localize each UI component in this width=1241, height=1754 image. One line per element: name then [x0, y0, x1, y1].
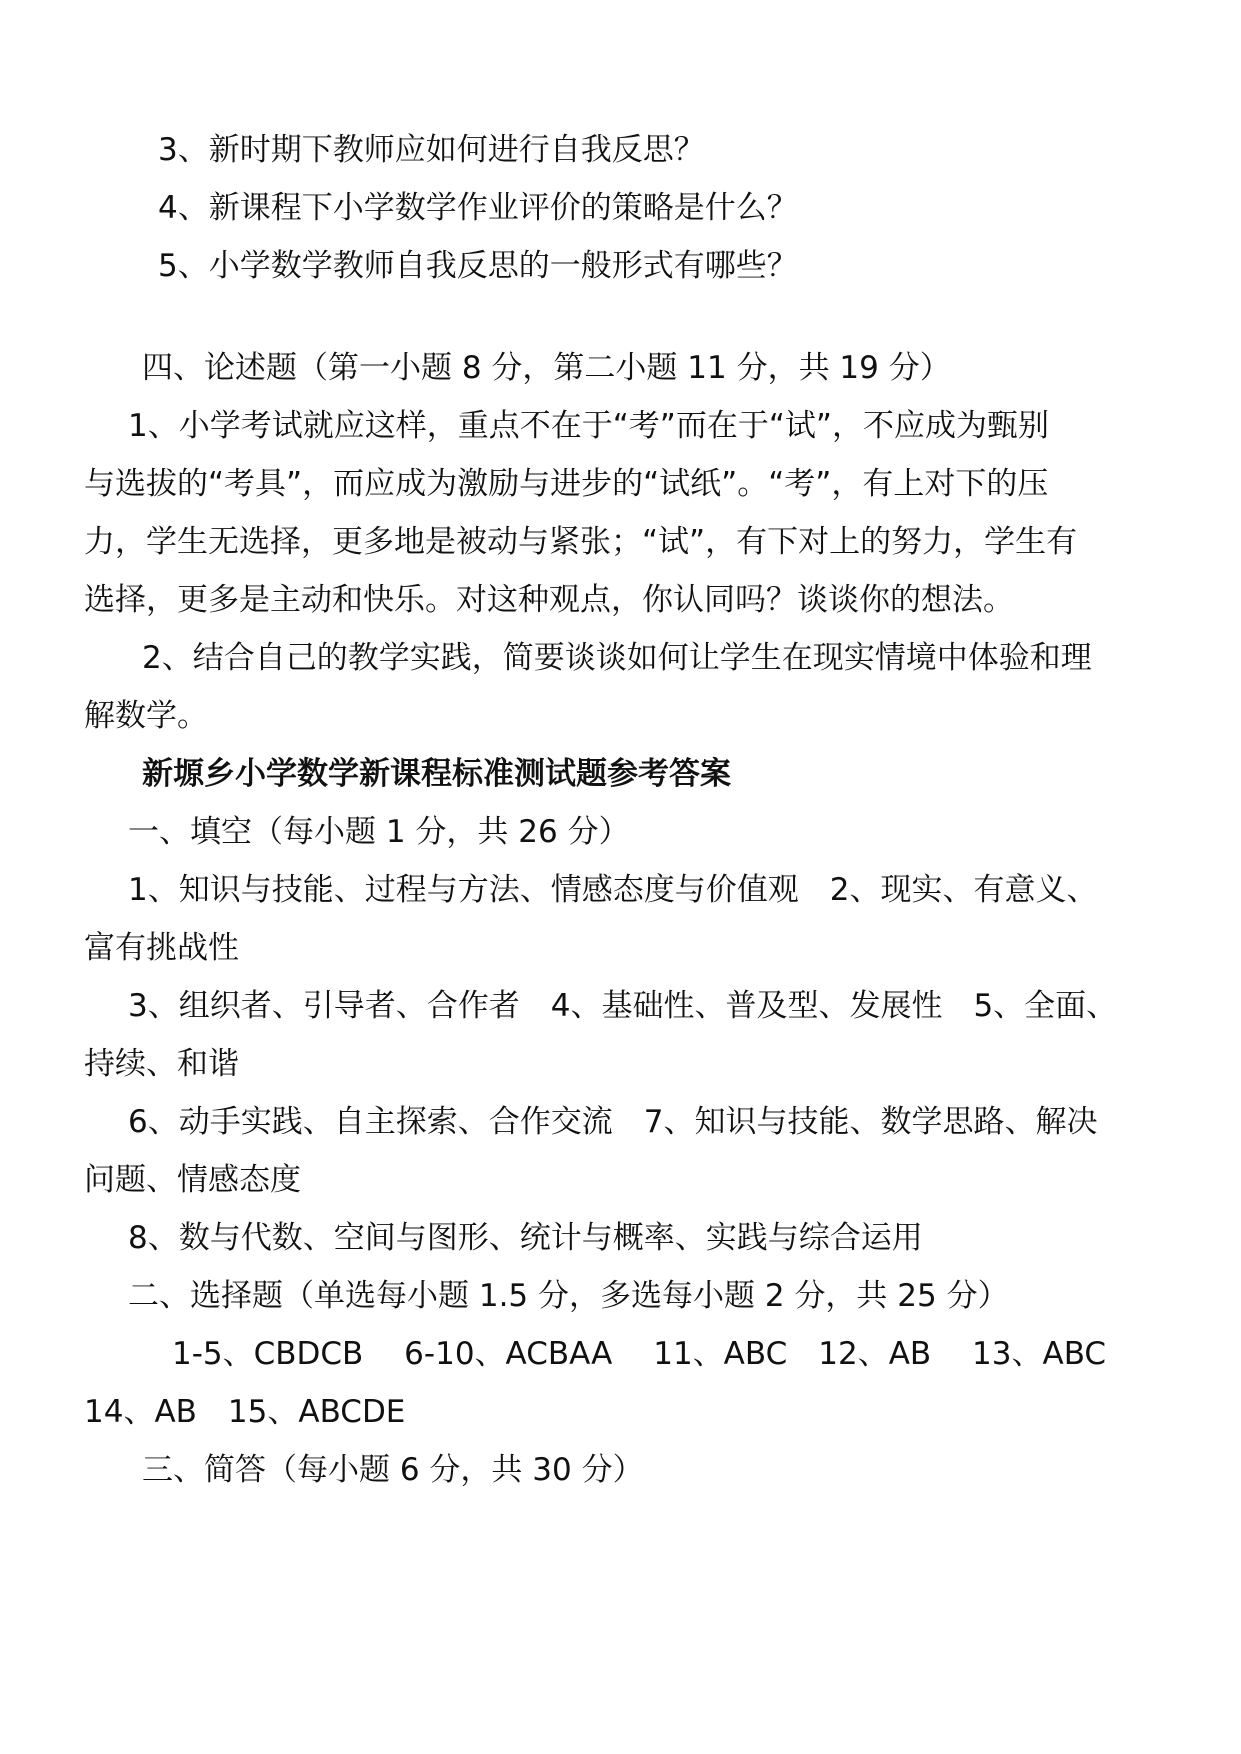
- answer-sec1-line-6: 问题、情感态度: [84, 1162, 301, 1198]
- answer-sec1-heading: 一、填空（每小题 1 分，共 26 分）: [128, 814, 630, 850]
- question-5: 5、小学数学教师自我反思的一般形式有哪些？: [158, 248, 798, 284]
- answer-title: 新塬乡小学数学新课程标准测试题参考答案: [142, 756, 731, 792]
- answer-sec2-line-1: 1-5、CBDCB 6-10、ACBAA 11、ABC 12、AB 13、ABC: [172, 1336, 1107, 1372]
- answer-sec2-line-2: 14、AB 15、ABCDE: [84, 1394, 406, 1430]
- question-3: 3、新时期下教师应如何进行自我反思？: [158, 132, 705, 168]
- essay-q1-line-4: 选择，更多是主动和快乐。对这种观点，你认同吗？谈谈你的想法。: [84, 582, 1014, 618]
- answer-sec2-heading: 二、选择题（单选每小题 1.5 分，多选每小题 2 分，共 25 分）: [128, 1278, 1009, 1314]
- answer-sec1-line-5: 6、动手实践、自主探索、合作交流 7、知识与技能、数学思路、解决: [128, 1104, 1098, 1140]
- question-4: 4、新课程下小学数学作业评价的策略是什么？: [158, 190, 798, 226]
- answer-sec1-line-1: 1、知识与技能、过程与方法、情感态度与价值观 2、现实、有意义、: [128, 872, 1098, 908]
- answer-sec3-heading: 三、简答（每小题 6 分，共 30 分）: [142, 1452, 644, 1488]
- essay-q1-line-1: 1、小学考试就应这样，重点不在于“考”而在于“试”，不应成为甄别: [128, 408, 1049, 444]
- answer-sec1-line-3: 3、组织者、引导者、合作者 4、基础性、普及型、发展性 5、全面、: [128, 988, 1118, 1024]
- essay-q1-line-2: 与选拔的“考具”，而应成为激励与进步的“试纸”。“考”，有上对下的压: [84, 466, 1049, 502]
- section4-heading: 四、论述题（第一小题 8 分，第二小题 11 分，共 19 分）: [142, 350, 951, 386]
- answer-sec1-line-7: 8、数与代数、空间与图形、统计与概率、实践与综合运用: [128, 1220, 923, 1256]
- essay-q1-line-3: 力，学生无选择，更多地是被动与紧张；“试”，有下对上的努力，学生有: [84, 524, 1078, 560]
- answer-sec1-line-2: 富有挑战性: [84, 930, 239, 966]
- answer-sec1-line-4: 持续、和谐: [84, 1046, 239, 1082]
- essay-q2-line-1: 2、结合自己的教学实践，简要谈谈如何让学生在现实情境中体验和理: [142, 640, 1092, 676]
- essay-q2-line-2: 解数学。: [84, 698, 208, 734]
